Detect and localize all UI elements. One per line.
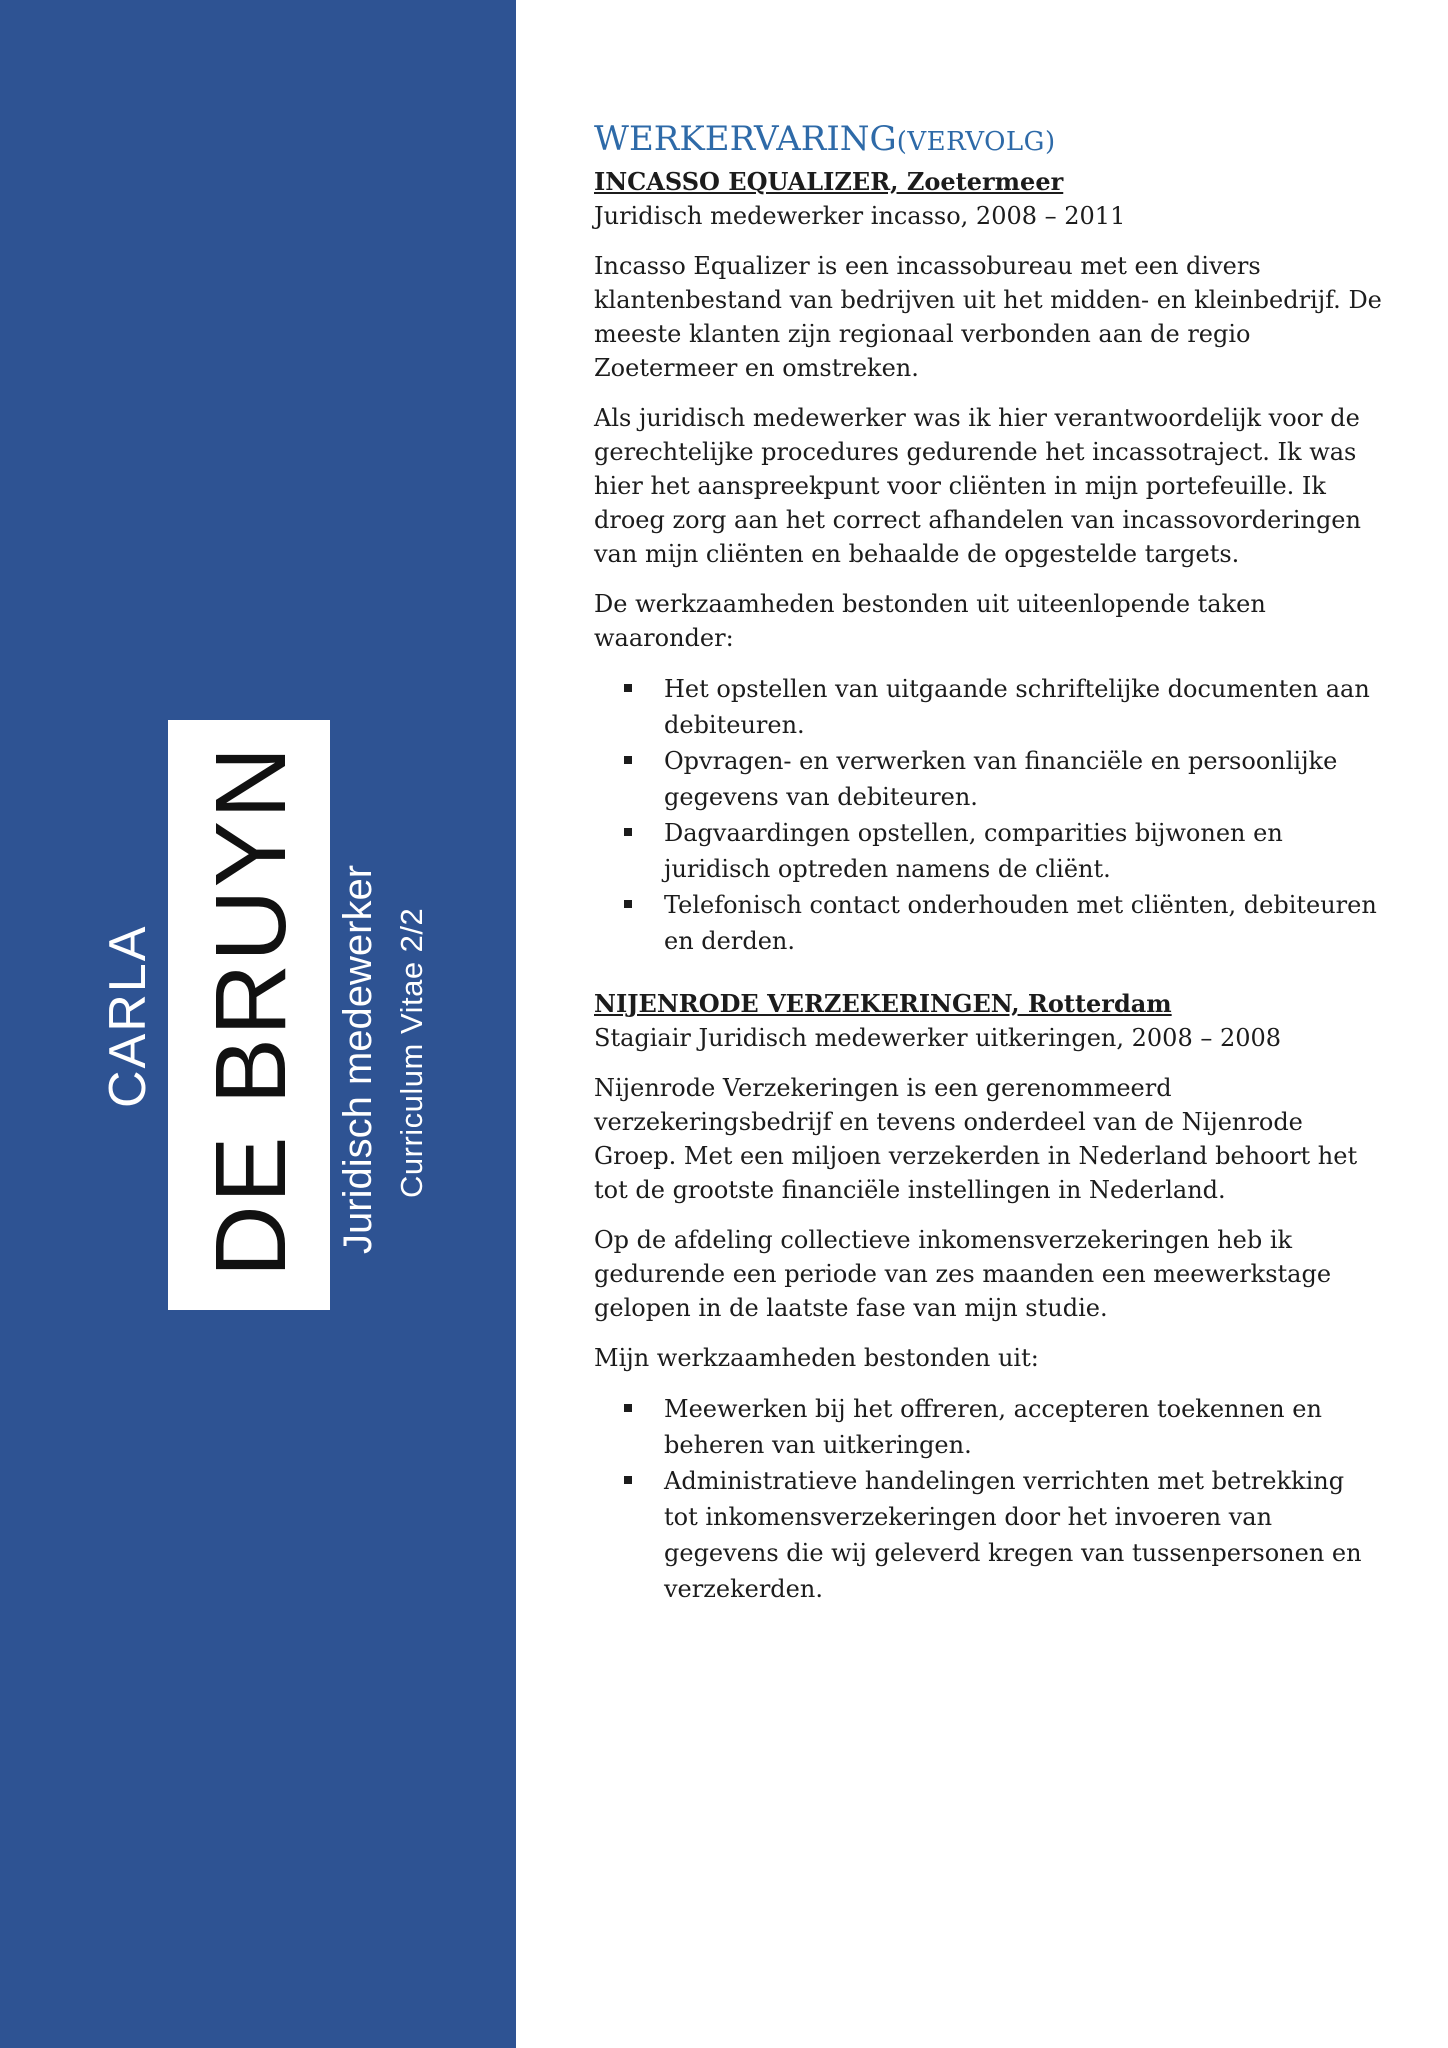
list-item xyxy=(594,1463,1384,1607)
job-role: Stagiair Juridisch medewerker uitkeringen, 2008 – 2008 xyxy=(594,1024,1282,1052)
first-name: CARLA xyxy=(99,924,157,1108)
last-name: DE BRUYN xyxy=(195,744,307,1278)
bullet-square-icon xyxy=(624,756,632,764)
section-heading-main: WERKERVARING xyxy=(594,119,897,159)
paragraph: Als juridisch medewerker was ik hier verantwoordelijk voor de gerechtelijke procedures gedurende het incassotraject. Ik was hier het aanspreekpunt voor cliënten in mijn portefeuille. Ik droeg zorg aan het correct afhandelen van incassovorderingen van mijn cliënten en behaalde de opgestelde targets. xyxy=(594,404,1361,568)
list-item xyxy=(594,815,1384,887)
bullet-square-icon xyxy=(624,1404,632,1412)
list-item xyxy=(594,671,1384,743)
task-list xyxy=(594,671,1384,959)
paragraph: Incasso Equalizer is een incassobureau met een divers klantenbestand van bedrijven uit het midden- en kleinbedrijf. De meeste klanten zijn regionaal verbonden aan de regio Zoetermeer en omstreken. xyxy=(594,252,1382,382)
list-item xyxy=(594,1391,1384,1463)
list-item-text: Telefonisch contact onderhouden met cliënten, debiteuren en derden. xyxy=(664,891,1377,955)
list-item-text: Opvragen- en verwerken van financiële en persoonlijke gegevens van debiteuren. xyxy=(664,747,1338,811)
list-item-text: Dagvaardingen opstellen, comparities bijwonen en juridisch optreden namens de cliënt. xyxy=(664,819,1283,883)
main-content xyxy=(594,118,1384,1635)
list-item xyxy=(594,887,1384,959)
section-heading-suffix: (VERVOLG) xyxy=(896,127,1056,157)
section-heading xyxy=(594,118,1384,163)
list-item-text: Meewerken bij het offreren, accepteren toekennen en beheren van uitkeringen. xyxy=(664,1395,1322,1459)
paragraph: Nijenrode Verzekeringen is een gerenommeerd verzekeringsbedrijf en tevens onderdeel van de Nijenrode Groep. Met een miljoen verzekerden in Nederland behoort het tot de grootste financiële instellingen in Nederland. xyxy=(594,1074,1358,1204)
job-title: Juridisch medewerker xyxy=(336,864,380,1254)
paragraph: Mijn werkzaamheden bestonden uit: xyxy=(594,1344,1039,1372)
employer-name: INCASSO EQUALIZER, Zoetermeer xyxy=(594,167,1064,196)
bullet-square-icon xyxy=(624,828,632,836)
cv-page-label: Curriculum Vitae 2/2 xyxy=(394,907,429,1198)
job-entry xyxy=(594,165,1384,959)
list-item xyxy=(594,743,1384,815)
list-item-text: Administratieve handelingen verrichten met betrekking tot inkomensverzekeringen door het invoeren van gegevens die wij geleverd kregen van tussenpersonen en verzekerden. xyxy=(664,1467,1362,1603)
paragraph: Op de afdeling collectieve inkomensverzekeringen heb ik gedurende een periode van zes maanden een meewerkstage gelopen in de laatste fase van mijn studie. xyxy=(594,1226,1332,1322)
task-list xyxy=(594,1391,1384,1607)
job-role: Juridisch medewerker incasso, 2008 – 2011 xyxy=(594,202,1126,230)
bullet-square-icon xyxy=(624,1476,632,1484)
bullet-square-icon xyxy=(624,900,632,908)
sidebar-panel xyxy=(0,0,516,2048)
employer-name: NIJENRODE VERZEKERINGEN, Rotterdam xyxy=(594,989,1172,1018)
paragraph: De werkzaamheden bestonden uit uiteenlopende taken waaronder: xyxy=(594,590,1266,652)
job-entry xyxy=(594,987,1384,1607)
bullet-square-icon xyxy=(624,684,632,692)
list-item-text: Het opstellen van uitgaande schriftelijke documenten aan debiteuren. xyxy=(664,675,1370,739)
